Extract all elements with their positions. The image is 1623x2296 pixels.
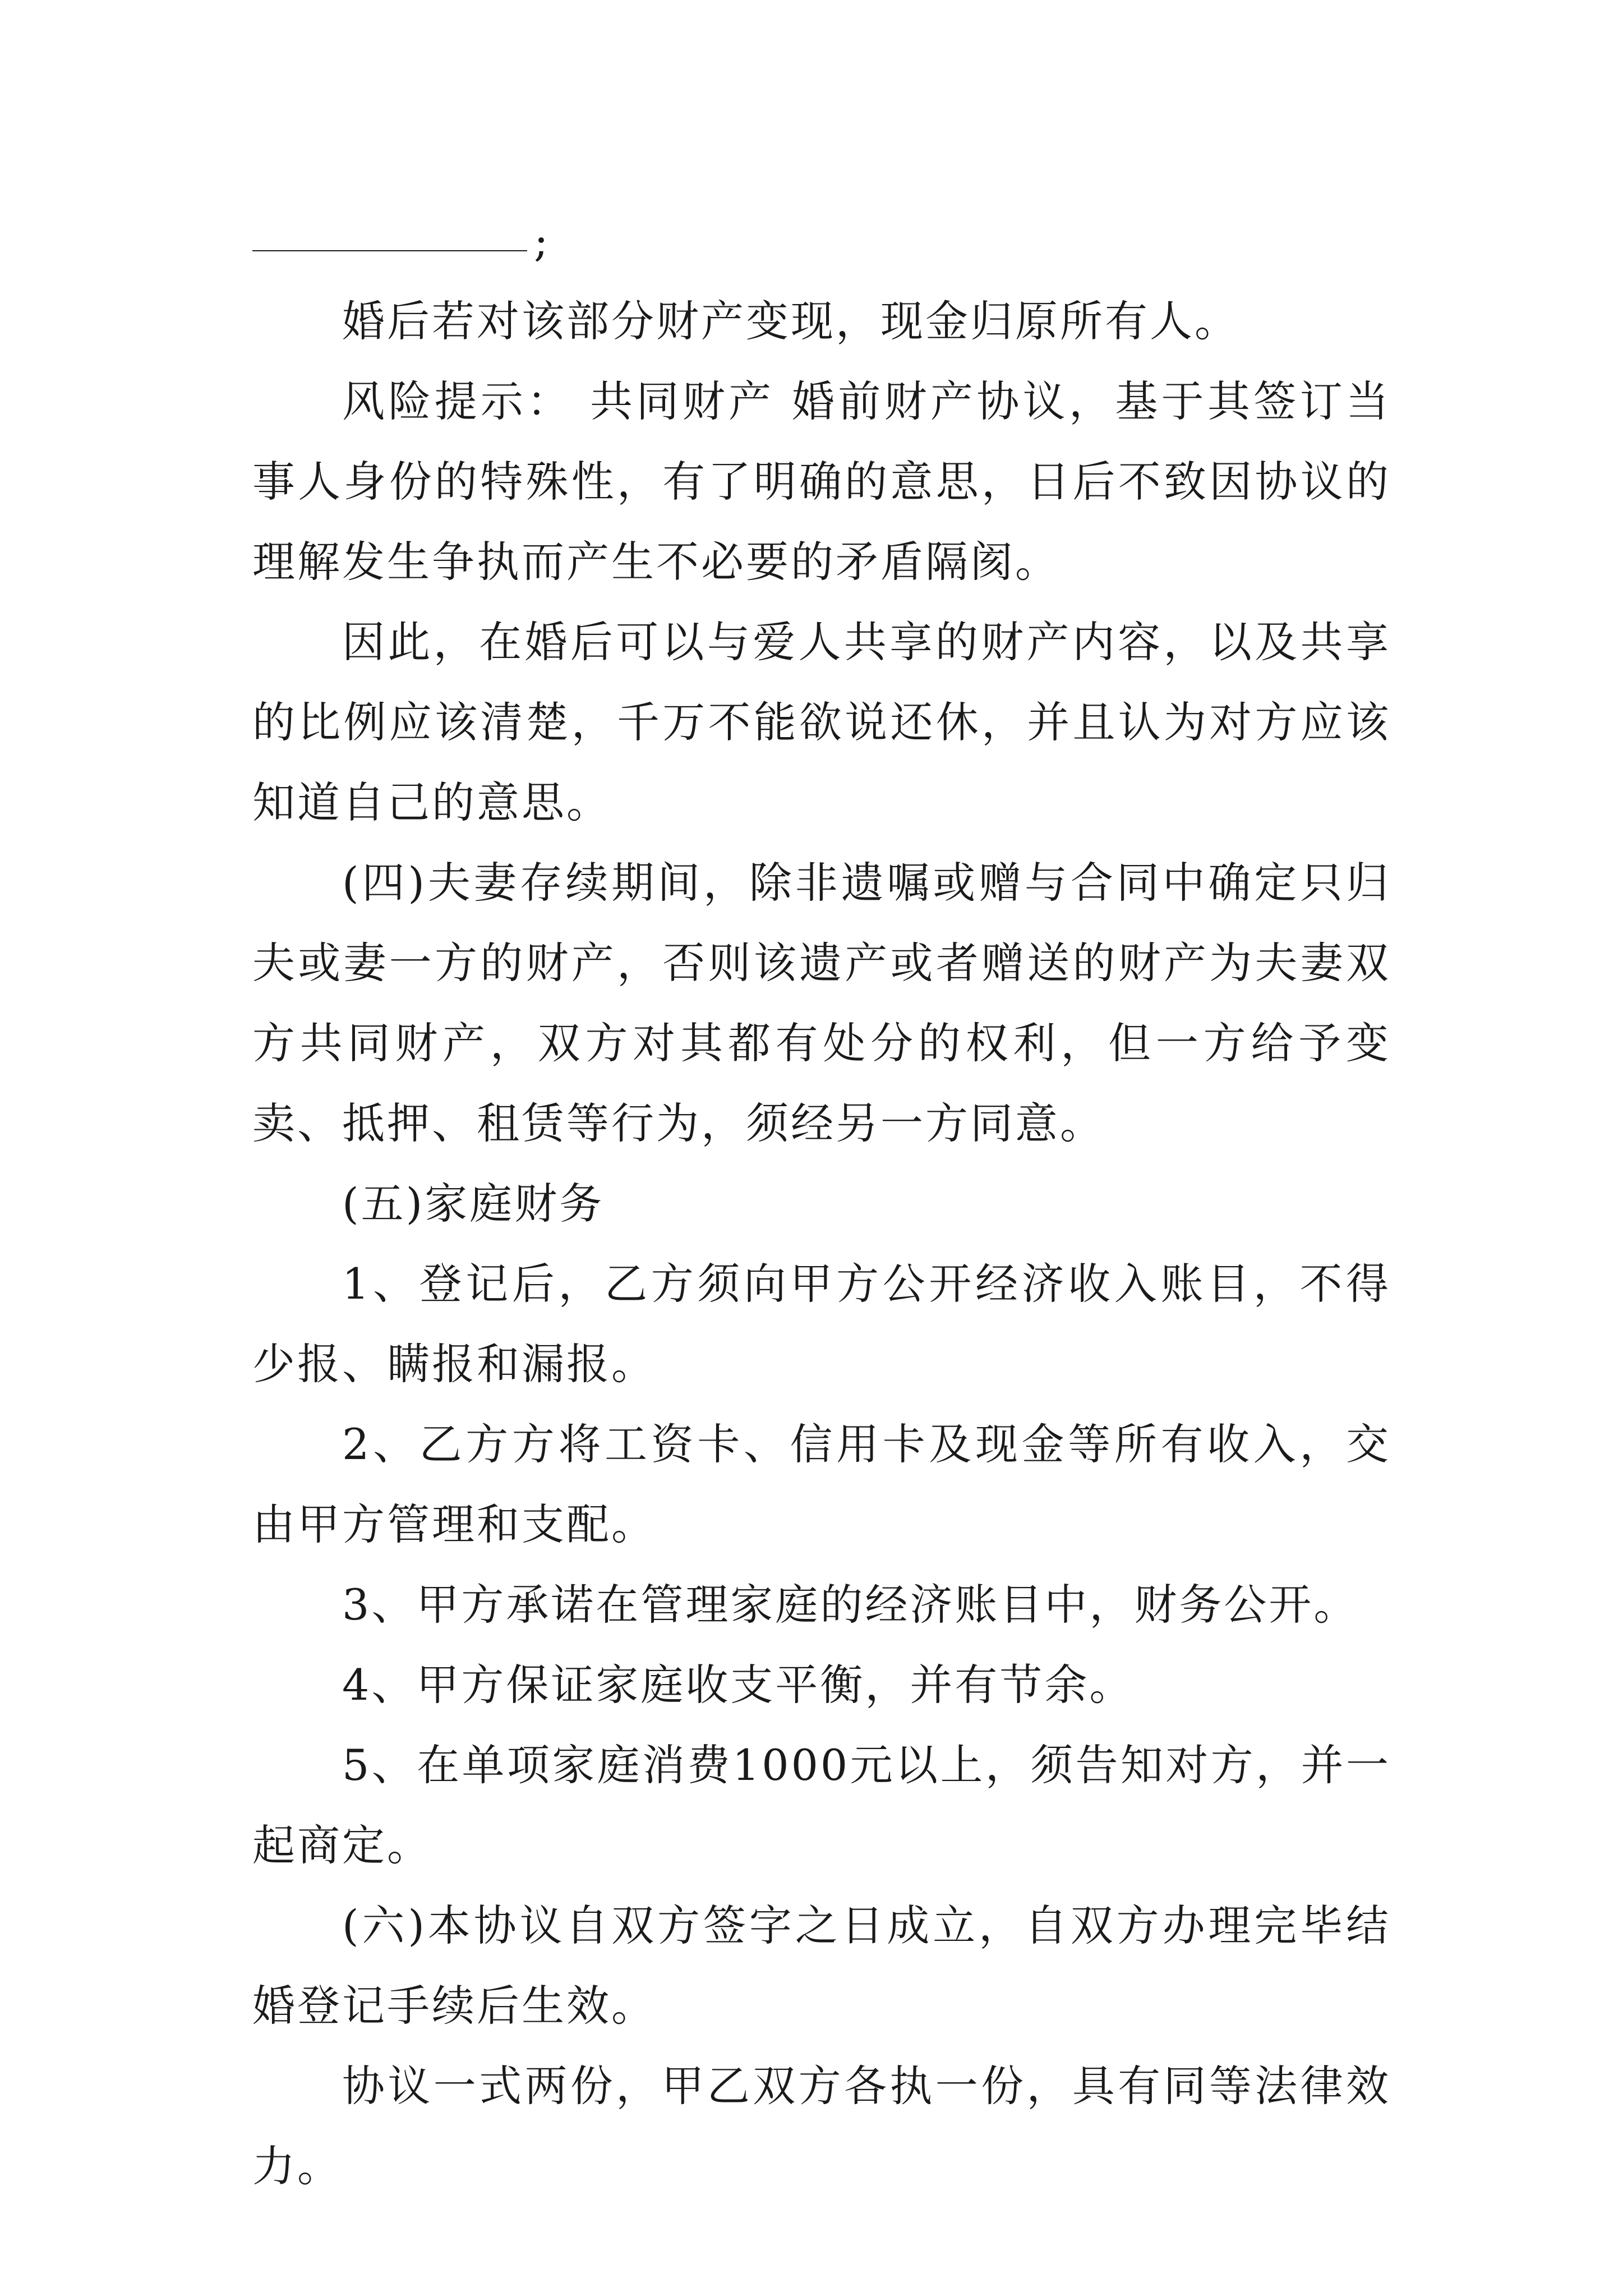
list-item: 3、甲方承诺在管理家庭的经济账目中，财务公开。 <box>342 1580 1359 1630</box>
paragraph: (六)本协议自双方签字之日成立，自双方办理完毕结婚登记手续后生效。 <box>252 1901 1391 2031</box>
paragraph: 协议一式两份，甲乙双方各执一份，具有同等法律效力。 <box>252 2061 1391 2191</box>
blank-underline <box>252 250 527 251</box>
list-item: 2、乙方方将工资卡、信用卡及现金等所有收入，交由甲方管理和支配。 <box>252 1419 1391 1549</box>
paragraph: 风险提示： 共同财产 婚前财产协议，基于其签订当事人身份的特殊性，有了明确的意思，日后不致因协议的理解发生争执而产生不必要的矛盾隔阂。 <box>252 376 1391 587</box>
section-heading: (五)家庭财务 <box>342 1179 605 1228</box>
list-item: 1、登记后，乙方须向甲方公开经济收入账目，不得少报、瞒报和漏报。 <box>252 1259 1391 1389</box>
paragraph: (四)夫妻存续期间，除非遗嘱或赠与合同中确定只归夫或妻一方的财产，否则该遗产或者赠送的财产为夫妻双方共同财产，双方对其都有处分的权利，但一方给予变卖、抵押、租赁等行为，须经另一方同意。 <box>252 858 1391 1148</box>
paragraph: 因此，在婚后可以与爱人共享的财产内容，以及共享的比例应该清楚，千万不能欲说还休，并且认为对方应该知道自己的意思。 <box>252 617 1391 827</box>
list-item: 4、甲方保证家庭收支平衡，并有节余。 <box>342 1660 1135 1710</box>
list-item: 5、在单项家庭消费1000元以上，须告知对方，并一起商定。 <box>252 1740 1391 1870</box>
paragraph-text: ; <box>534 216 551 266</box>
paragraph: 婚后若对该部分财产变现，现金归原所有人。 <box>342 296 1239 346</box>
blank-fill-line <box>252 201 1391 281</box>
document-body <box>252 201 1391 2206</box>
